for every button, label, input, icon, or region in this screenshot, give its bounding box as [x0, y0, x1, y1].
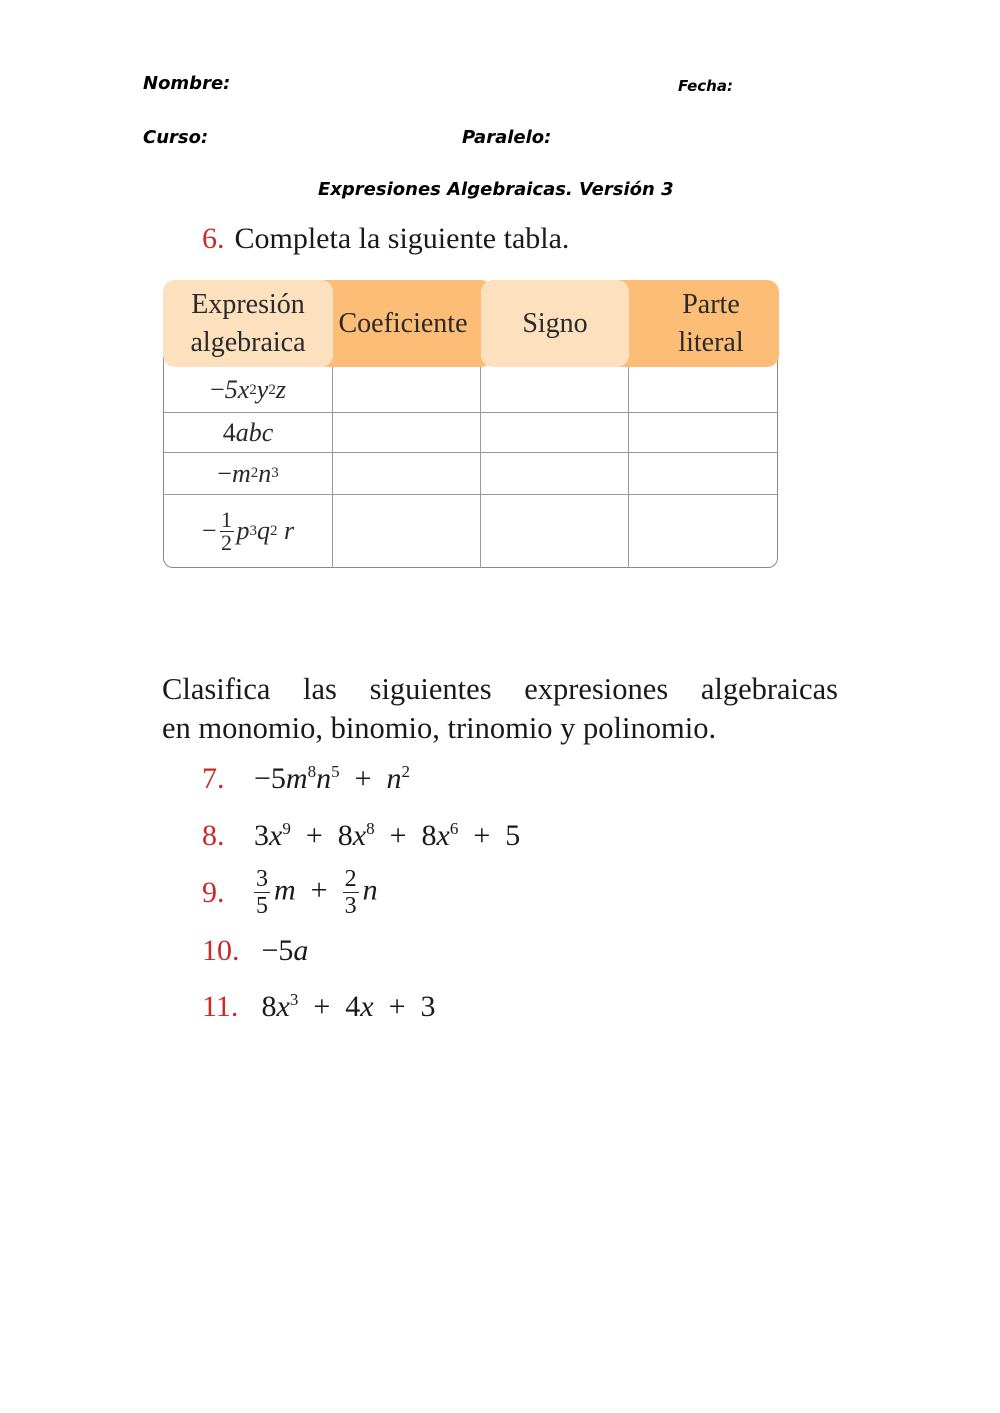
item-11-expression: $8x^3 + 4x + 3$	[254, 990, 436, 1023]
item-11-number: 11.	[202, 990, 239, 1023]
question-6	[202, 222, 569, 256]
header-parte-label: Parte	[682, 288, 740, 320]
table-row-expression-3: − m 2 n 3	[217, 458, 279, 488]
table-row-expression-1: − 5x 2 y 2 z	[210, 375, 286, 404]
list-item	[202, 866, 378, 919]
item-9-number: 9.	[202, 875, 225, 909]
header-signo-label: Signo	[522, 307, 588, 339]
column-divider	[628, 367, 629, 568]
list-item	[202, 819, 520, 853]
header-coeficiente	[313, 280, 493, 367]
classify-instruction-line2: en monomio, binomio, trinomio y polinomio.	[162, 711, 717, 745]
header-signo	[481, 280, 629, 367]
header-literal-label: literal	[678, 326, 744, 358]
table-row-expression-4: − $\frac{1}{2}$ p 3 q 2 r	[201, 506, 295, 555]
list-item	[202, 990, 436, 1024]
column-divider	[480, 367, 481, 568]
item-10-number: 10.	[202, 934, 240, 967]
page-title: Expresiones Algebraicas. Versión 3	[318, 179, 674, 200]
item-9-expression: $\frac{3}{5}$ m + $\frac{2}{3}$ n	[256, 866, 378, 919]
header-expresion-label: Expresión	[191, 288, 305, 320]
header-expresion	[163, 280, 333, 367]
list-item	[202, 762, 410, 796]
question-6-text: Completa la siguiente tabla.	[234, 222, 570, 255]
question-6-number: 6.	[202, 222, 225, 255]
item-7-expression: $-5m^8n^5 + n^2$	[254, 762, 411, 795]
row-divider	[163, 494, 778, 495]
terms-table	[163, 280, 780, 570]
item-8-number: 8.	[202, 819, 225, 852]
item-10-expression: −5a	[254, 934, 309, 967]
curso-label: Curso:	[143, 127, 209, 148]
header-algebraica-label: algebraica	[190, 326, 306, 358]
header-coeficiente-label: Coeficiente	[338, 307, 468, 339]
paralelo-label: Paralelo:	[462, 127, 552, 148]
list-item	[202, 934, 308, 968]
classify-instruction-line1: Clasifica las siguientes expresiones algebraicas	[162, 672, 838, 706]
item-8-expression: $3x^9 + 8x^8 + 8x^6 + 5$	[254, 819, 521, 852]
header-parte-literal-bg	[603, 280, 779, 367]
table-row-expression-2: 4 abc	[222, 418, 274, 447]
fecha-label: Fecha:	[678, 77, 733, 95]
nombre-label: Nombre:	[143, 73, 231, 94]
item-7-number: 7.	[202, 762, 225, 795]
